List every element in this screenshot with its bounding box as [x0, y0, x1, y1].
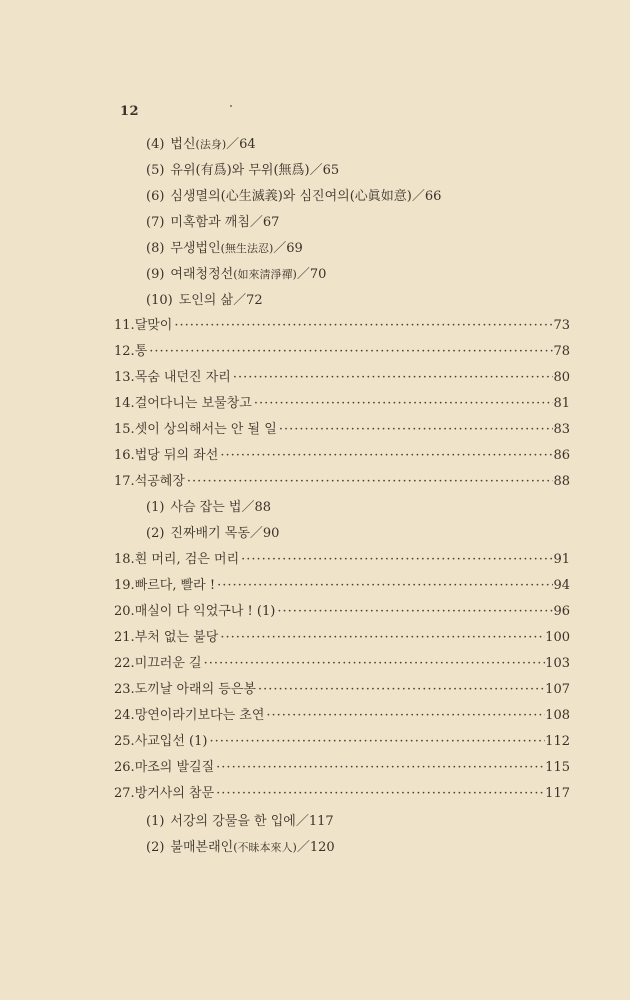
toc-entry: 20. 매실이 다 익었구나 ! (1) ····· 96: [114, 602, 570, 622]
toc-entry: 18. 흰 머리, 검은 머리 ····· 91: [114, 550, 570, 570]
paper-speck: [230, 105, 232, 107]
toc-entry: 14. 걸어다니는 보물창고 ····· 81: [114, 394, 570, 414]
toc-subitem: (1) 서강의 강물을 한 입에／117: [146, 814, 334, 829]
toc-subitem: (9) 여래청정선(如來淸淨禪)／70: [146, 267, 327, 282]
toc-entry: 27. 방거사의 참문 ····· 117: [114, 784, 570, 804]
toc-entry: 21. 부처 없는 불당 ····· 100: [114, 628, 570, 648]
toc-subitem: (7) 미혹함과 깨침／67: [146, 215, 280, 230]
toc-entry: 15. 셋이 상의해서는 안 될 일 ····· 83: [114, 420, 570, 440]
toc-subitem: (10) 도인의 삶／72: [146, 293, 263, 308]
toc-subitem: (2) 불매본래인(不昧本來人)／120: [146, 840, 335, 855]
toc-entry: 25. 사교입선 (1) ····· 112: [114, 732, 570, 752]
toc-subitem: (2) 진짜배기 목동／90: [146, 526, 280, 541]
toc-entry: 12. 통 ····· 78: [114, 342, 570, 362]
toc-entry: 23. 도끼날 아래의 등은봉 ····· 107: [114, 680, 570, 700]
toc-entry: 24. 망연이라기보다는 초연 ····· 108: [114, 706, 570, 726]
toc-entry: 16. 법당 뒤의 좌선 ····· 86: [114, 446, 570, 466]
toc-subitem: (8) 무생법인(無生法忍)／69: [146, 241, 303, 256]
toc-entry: 11. 달맞이 ····· 73: [114, 316, 570, 336]
toc-entry: 26. 마조의 발길질 ····· 115: [114, 758, 570, 778]
toc-subitem: (6) 심생멸의(心生滅義)와 심진여의(心眞如意)／66: [146, 189, 442, 204]
toc-entry: 19. 빠르다, 빨라 ! ····· 94: [114, 576, 570, 596]
toc-entry: 13. 목숨 내던진 자리 ····· 80: [114, 368, 570, 388]
toc-subitem: (1) 사슴 잡는 법／88: [146, 500, 272, 515]
toc-entry: 22. 미끄러운 길 ····· 103: [114, 654, 570, 674]
toc-subitem: (4) 법신(法身)／64: [146, 137, 256, 152]
toc-subitem: (5) 유위(有爲)와 무위(無爲)／65: [146, 163, 340, 178]
page-number: 12: [120, 104, 140, 119]
toc-entry: 17. 석공혜장 ····· 88: [114, 472, 570, 492]
